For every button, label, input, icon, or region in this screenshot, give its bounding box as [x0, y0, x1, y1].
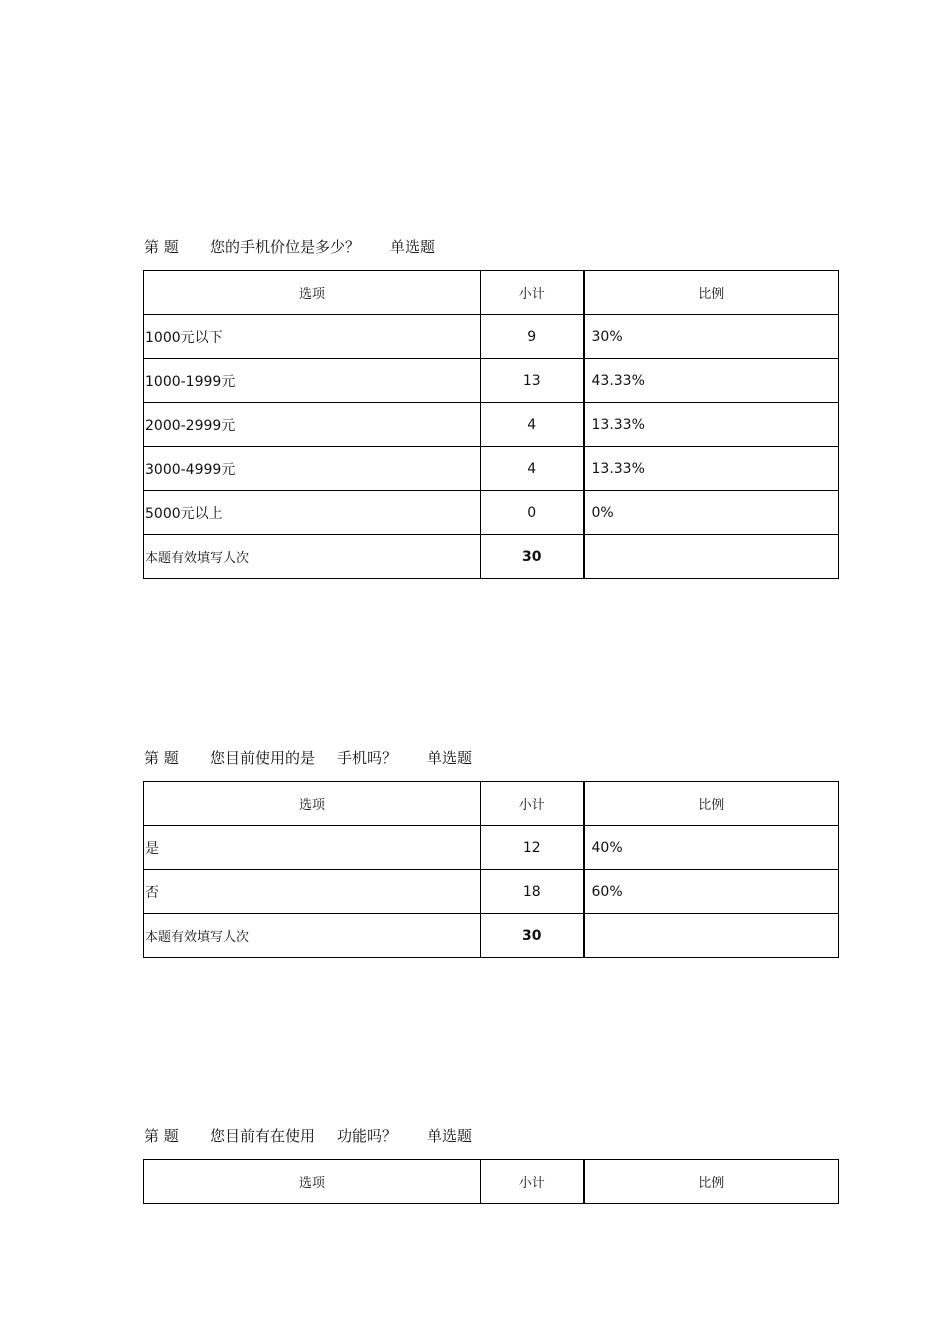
count-cell: 9 [481, 315, 584, 359]
option-cell: 1000元以下 [144, 315, 481, 359]
question-3-heading [144, 1125, 472, 1146]
ratio-cell: 0% [584, 491, 839, 535]
header-ratio: 比例 [584, 271, 839, 315]
question-3-results-table [143, 1159, 839, 1204]
option-cell: 5000元以上 [144, 491, 481, 535]
header-ratio: 比例 [584, 1160, 839, 1204]
header-count: 小计 [481, 1160, 584, 1204]
question-type: 单选题 [427, 1127, 473, 1145]
header-count: 小计 [481, 782, 584, 826]
option-cell: 否 [144, 870, 481, 914]
ratio-cell: 60% [584, 870, 839, 914]
ratio-cell: 13.33% [584, 447, 839, 491]
header-count: 小计 [481, 271, 584, 315]
question-1-results-table [143, 270, 839, 579]
option-cell: 2000-2999元 [144, 403, 481, 447]
table-row [144, 447, 839, 491]
question-number-label: 第 题 [144, 749, 179, 767]
question-type: 单选题 [427, 749, 473, 767]
count-cell: 12 [481, 826, 584, 870]
total-value: 30 [481, 535, 584, 579]
question-text-part-1: 您目前使用的是 [210, 749, 316, 767]
total-label: 本题有效填写人次 [144, 535, 481, 579]
question-text: 您的手机价位是多少？ [210, 238, 361, 256]
header-option: 选项 [144, 1160, 481, 1204]
ratio-cell: 30% [584, 315, 839, 359]
total-ratio-empty [584, 535, 839, 579]
table-row [144, 315, 839, 359]
total-ratio-empty [584, 914, 839, 958]
question-1-heading [144, 236, 435, 257]
question-type: 单选题 [390, 238, 436, 256]
table-row [144, 359, 839, 403]
option-cell: 1000-1999元 [144, 359, 481, 403]
count-cell: 4 [481, 403, 584, 447]
option-cell: 是 [144, 826, 481, 870]
total-value: 30 [481, 914, 584, 958]
question-number-label: 第 题 [144, 1127, 179, 1145]
ratio-cell: 13.33% [584, 403, 839, 447]
option-cell: 3000-4999元 [144, 447, 481, 491]
table-row [144, 491, 839, 535]
table-header-row [144, 782, 839, 826]
header-option: 选项 [144, 271, 481, 315]
count-cell: 0 [481, 491, 584, 535]
total-row [144, 914, 839, 958]
table-row [144, 870, 839, 914]
count-cell: 18 [481, 870, 584, 914]
question-text-part-1: 您目前有在使用 [210, 1127, 316, 1145]
count-cell: 4 [481, 447, 584, 491]
question-2-results-table [143, 781, 839, 958]
ratio-cell: 43.33% [584, 359, 839, 403]
table-header-row [144, 1160, 839, 1204]
table-row [144, 403, 839, 447]
ratio-cell: 40% [584, 826, 839, 870]
count-cell: 13 [481, 359, 584, 403]
header-option: 选项 [144, 782, 481, 826]
question-text-part-2: 功能吗？ [337, 1127, 398, 1145]
total-row [144, 535, 839, 579]
question-2-heading [144, 747, 472, 768]
total-label: 本题有效填写人次 [144, 914, 481, 958]
table-header-row [144, 271, 839, 315]
header-ratio: 比例 [584, 782, 839, 826]
question-text-part-2: 手机吗？ [337, 749, 398, 767]
table-row [144, 826, 839, 870]
question-number-label: 第 题 [144, 238, 179, 256]
